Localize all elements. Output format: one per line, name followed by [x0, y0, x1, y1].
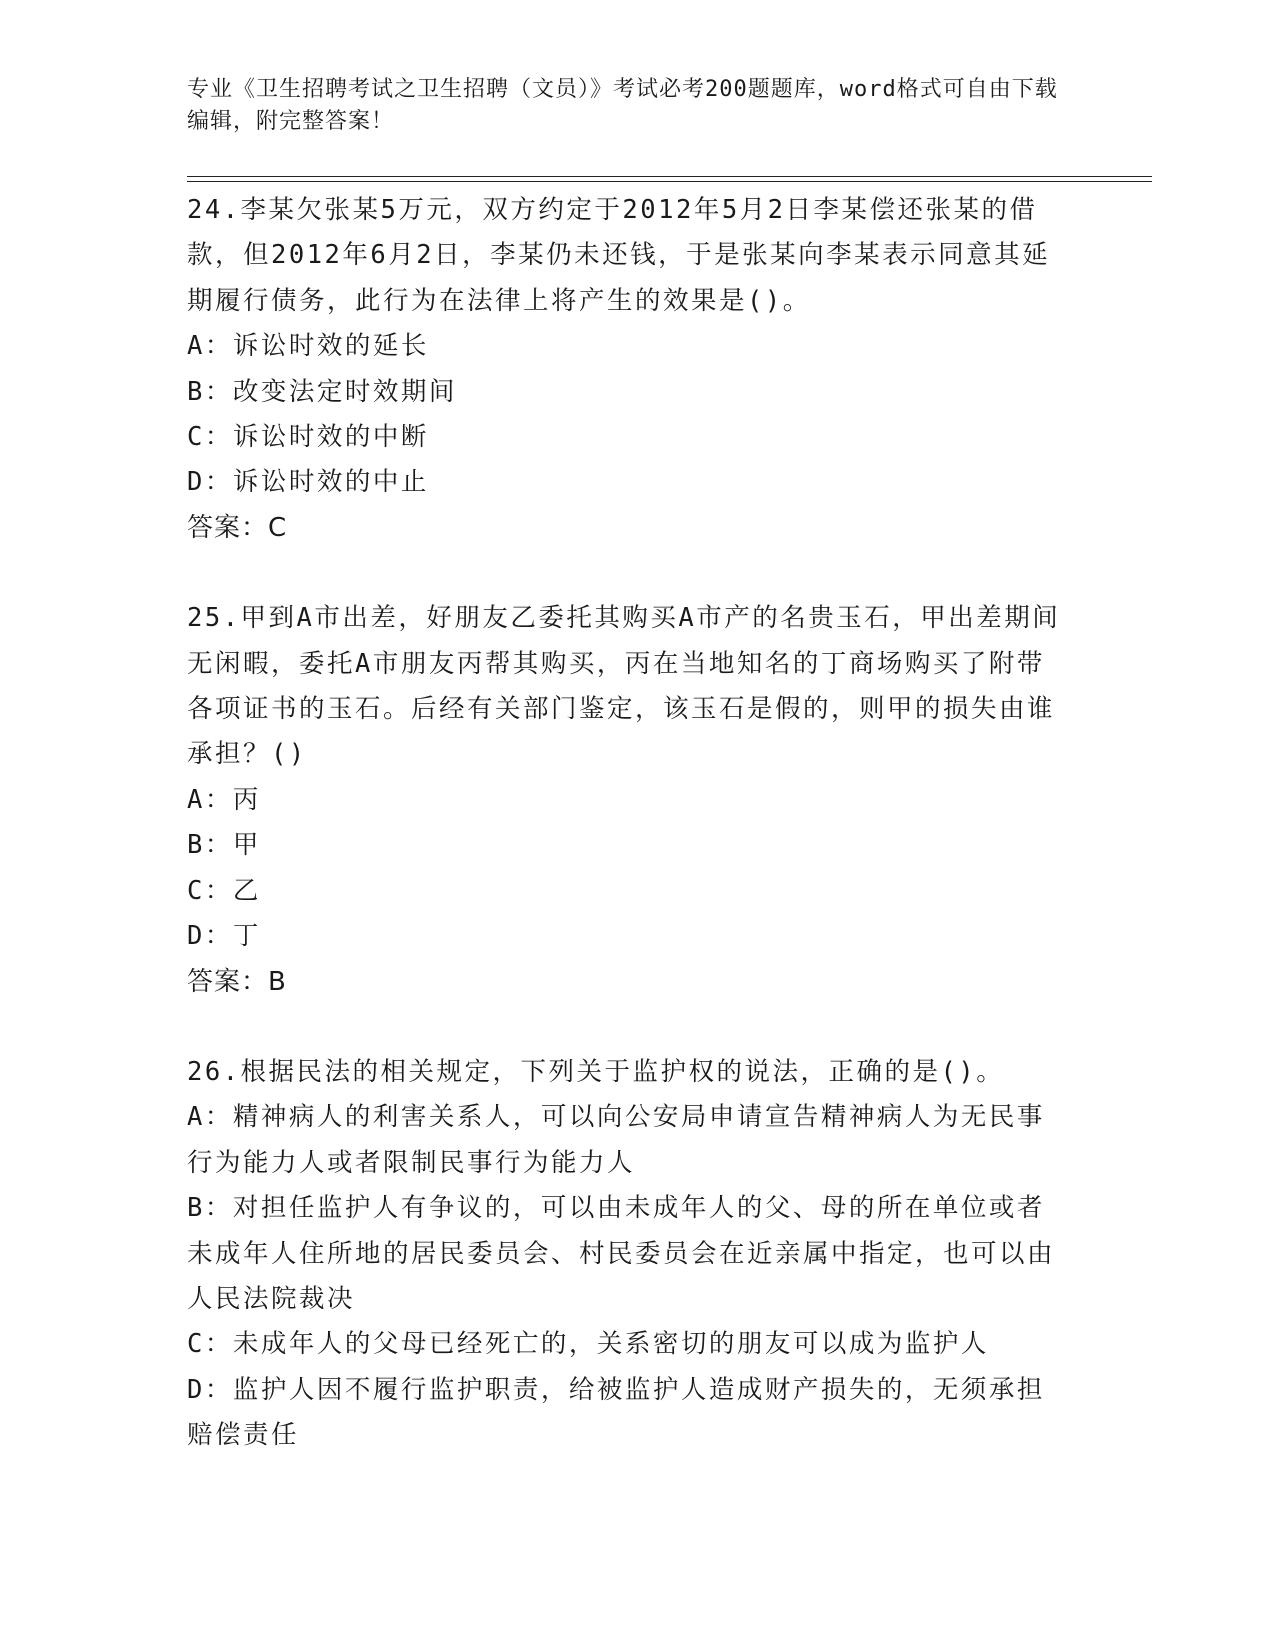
question-text: 26.根据民法的相关规定，下列关于监护权的说法，正确的是()。 — [187, 1056, 1005, 1087]
option-b: B：改变法定时效期间 — [187, 376, 457, 407]
option-d: D：丁 — [187, 921, 261, 952]
option-b: B：甲 — [187, 830, 261, 861]
option-b: B：对担任监护人有争议的，可以由未成年人的父、母的所在单位或者未成年人住所地的居民委员会、村民委员会在近亲属中指定，也可以由人民法院裁决 — [187, 1193, 1056, 1314]
option-a: A：丙 — [187, 784, 261, 815]
header-divider-top — [187, 176, 1152, 177]
header-divider-bottom — [187, 181, 1152, 182]
option-d: D：监护人因不履行监护职责，给被监护人造成财产损失的，无须承担赔偿责任 — [187, 1374, 1045, 1451]
document-header: 专业《卫生招聘考试之卫生招聘（文员）》考试必考200题题库，word格式可自由下载编辑，附完整答案！ — [187, 77, 1058, 134]
answer-text: 答案：C — [187, 512, 288, 543]
option-a: A：精神病人的利害关系人，可以向公安局申请宣告精神病人为无民事行为能力人或者限制民事行为能力人 — [187, 1102, 1045, 1178]
question-item — [187, 188, 1067, 551]
option-c: C：未成年人的父母已经死亡的，关系密切的朋友可以成为监护人 — [187, 1329, 989, 1360]
option-c: C：乙 — [187, 875, 261, 906]
question-item — [187, 596, 1067, 1005]
question-list — [187, 188, 1067, 1504]
question-text: 25.甲到A市出差，好朋友乙委托其购买A市产的名贵玉石，甲出差期间无闲暇，委托A市朋友丙帮其购买，丙在当地知名的丁商场购买了附带各项证书的玉石。后经有关部门鉴定，该玉石是假的，则甲的损失由谁承担？() — [187, 603, 1061, 770]
question-text: 24.李某欠张某5万元，双方约定于2012年5月2日李某偿还张某的借款，但2012年6月2日，李某仍未还钱，于是张某向李某表示同意其延期履行债务，此行为在法律上将产生的效果是()。 — [187, 195, 1051, 316]
question-item — [187, 1050, 1067, 1459]
option-d: D：诉讼时效的中止 — [187, 467, 429, 498]
option-c: C：诉讼时效的中断 — [187, 422, 429, 453]
option-a: A：诉讼时效的延长 — [187, 331, 429, 362]
answer-text: 答案：B — [187, 966, 287, 997]
